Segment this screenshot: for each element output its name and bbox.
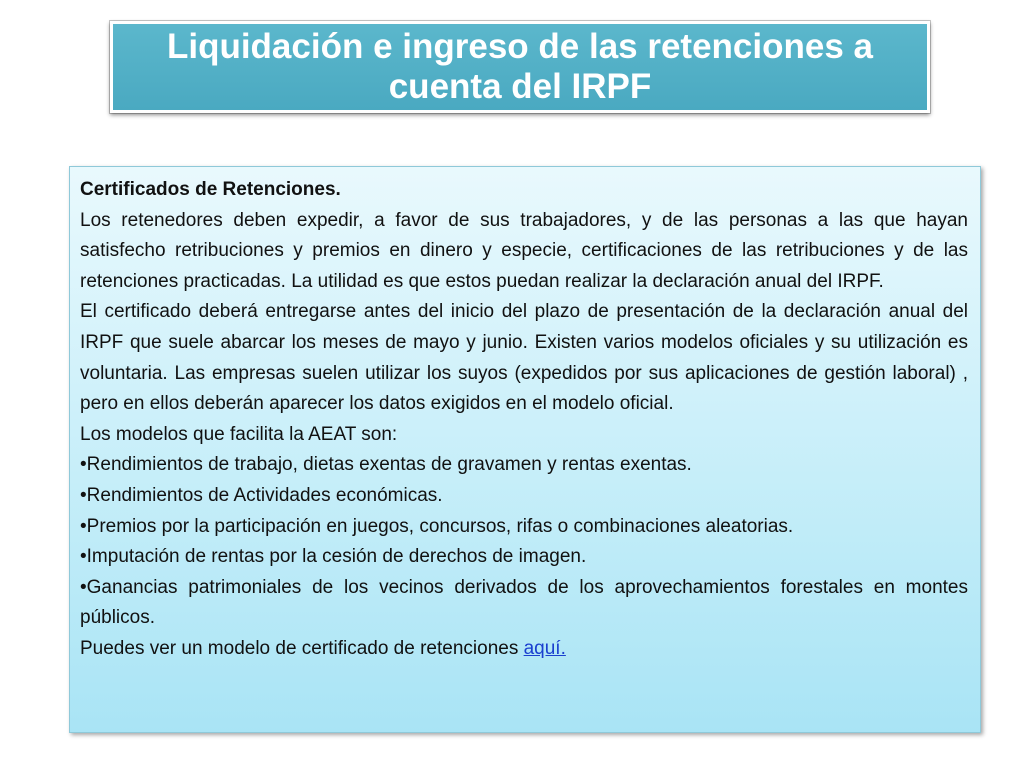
bullet-item-ganancias-patrimoniales: •Ganancias patrimoniales de los vecinos derivados de los aprovechamientos forestales en montes públicos. — [80, 576, 968, 629]
section-heading: Certificados de Retenciones. — [80, 179, 341, 200]
bullet-item-derechos-imagen: •Imputación de rentas por la cesión de derechos de imagen. — [80, 546, 587, 568]
paragraph-certificado: El certificado deberá entregarse antes del inicio del plazo de presentación de la declaración anual del IRPF que suele abarcar los meses de mayo y junio. Existen varios modelos oficiales y su utilización es voluntaria. Las empresas suelen utilizar los suyos (expedidos por sus aplicaciones de gestión laboral) , pero en ellos deberán aparecer los datos exigidos en el modelo oficial. — [80, 301, 968, 415]
slide-title-box — [110, 21, 930, 113]
bullet-item-actividades-economicas: •Rendimientos de Actividades económicas. — [80, 484, 443, 506]
closing-line — [80, 634, 968, 665]
bullet-item-rendimientos-trabajo: •Rendimientos de trabajo, dietas exentas de gravamen y rentas exentas. — [80, 454, 692, 476]
models-intro: Los modelos que facilita la AEAT son: — [80, 423, 398, 445]
bullet-item-premios: •Premios por la participación en juegos, concursos, rifas o combinaciones aleatorias. — [80, 515, 794, 537]
certificate-model-link[interactable]: aquí. — [523, 637, 566, 659]
closing-text: Puedes ver un modelo de certificado de retenciones — [80, 637, 524, 659]
content-box — [69, 166, 981, 733]
paragraph-retenedores: Los retenedores deben expedir, a favor de sus trabajadores, y de las personas a las que hayan satisfecho retribuciones y premios en dinero y especie, certificaciones de las retribuciones y de las retenciones practicadas. La utilidad es que estos puedan realizar la declaración anual del IRPF. — [80, 209, 968, 292]
slide-title: Liquidación e ingreso de las retenciones a cuenta del IRPF — [166, 27, 874, 106]
